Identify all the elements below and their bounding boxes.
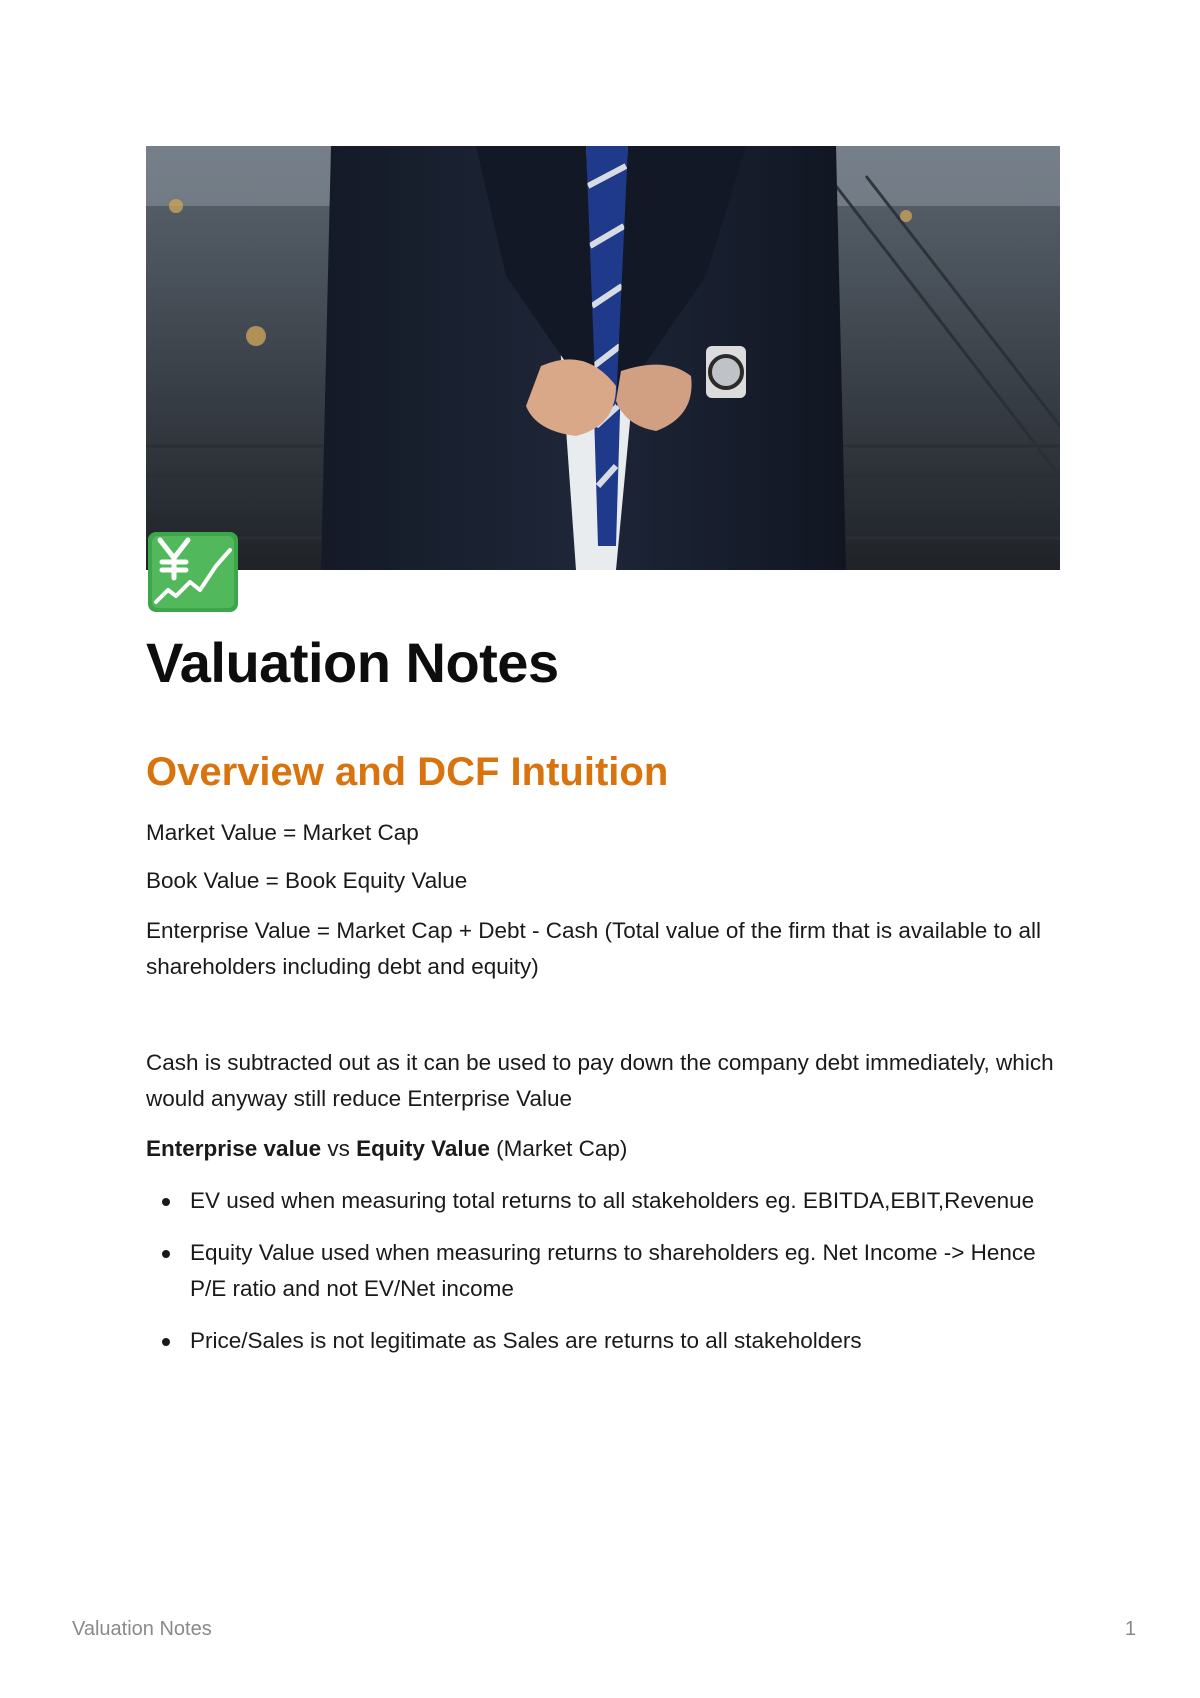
page-title: Valuation Notes	[146, 631, 559, 694]
list-item: Price/Sales is not legitimate as Sales are returns to all stakeholders	[146, 1323, 1046, 1359]
cash-note-text: Cash is subtracted out as it can be used to pay down the company debt immediately, which would anyway still reduce Enterprise Value	[146, 1050, 1054, 1111]
comparison-connector: vs	[321, 1136, 357, 1161]
list-item: EV used when measuring total returns to all stakeholders eg. EBITDA,EBIT,Revenue	[146, 1183, 1046, 1219]
equity-value-term: Equity Value	[356, 1136, 490, 1161]
bulleted-list	[146, 1183, 1046, 1375]
comparison-text	[146, 1131, 1066, 1167]
cover-image	[146, 146, 1060, 570]
comparison-suffix: (Market Cap)	[489, 1136, 628, 1161]
list-item: Equity Value used when measuring returns to shareholders eg. Net Income -> Hence P/E ratio and not EV/Net income	[146, 1235, 1046, 1307]
section-heading: Overview and DCF Intuition	[146, 750, 669, 794]
enterprise-value-term: Enterprise value	[146, 1136, 322, 1161]
book-value-text: Book Value = Book Equity Value	[146, 868, 468, 893]
page-number: 1	[1124, 1618, 1136, 1640]
market-value-text: Market Value = Market Cap	[146, 820, 419, 845]
yen-chart-increasing-icon	[146, 532, 240, 612]
footer-title: Valuation Notes	[72, 1618, 212, 1640]
enterprise-value-text: Enterprise Value = Market Cap + Debt - Cash (Total value of the firm that is available to all shareholders including debt and equity)	[146, 918, 1042, 979]
